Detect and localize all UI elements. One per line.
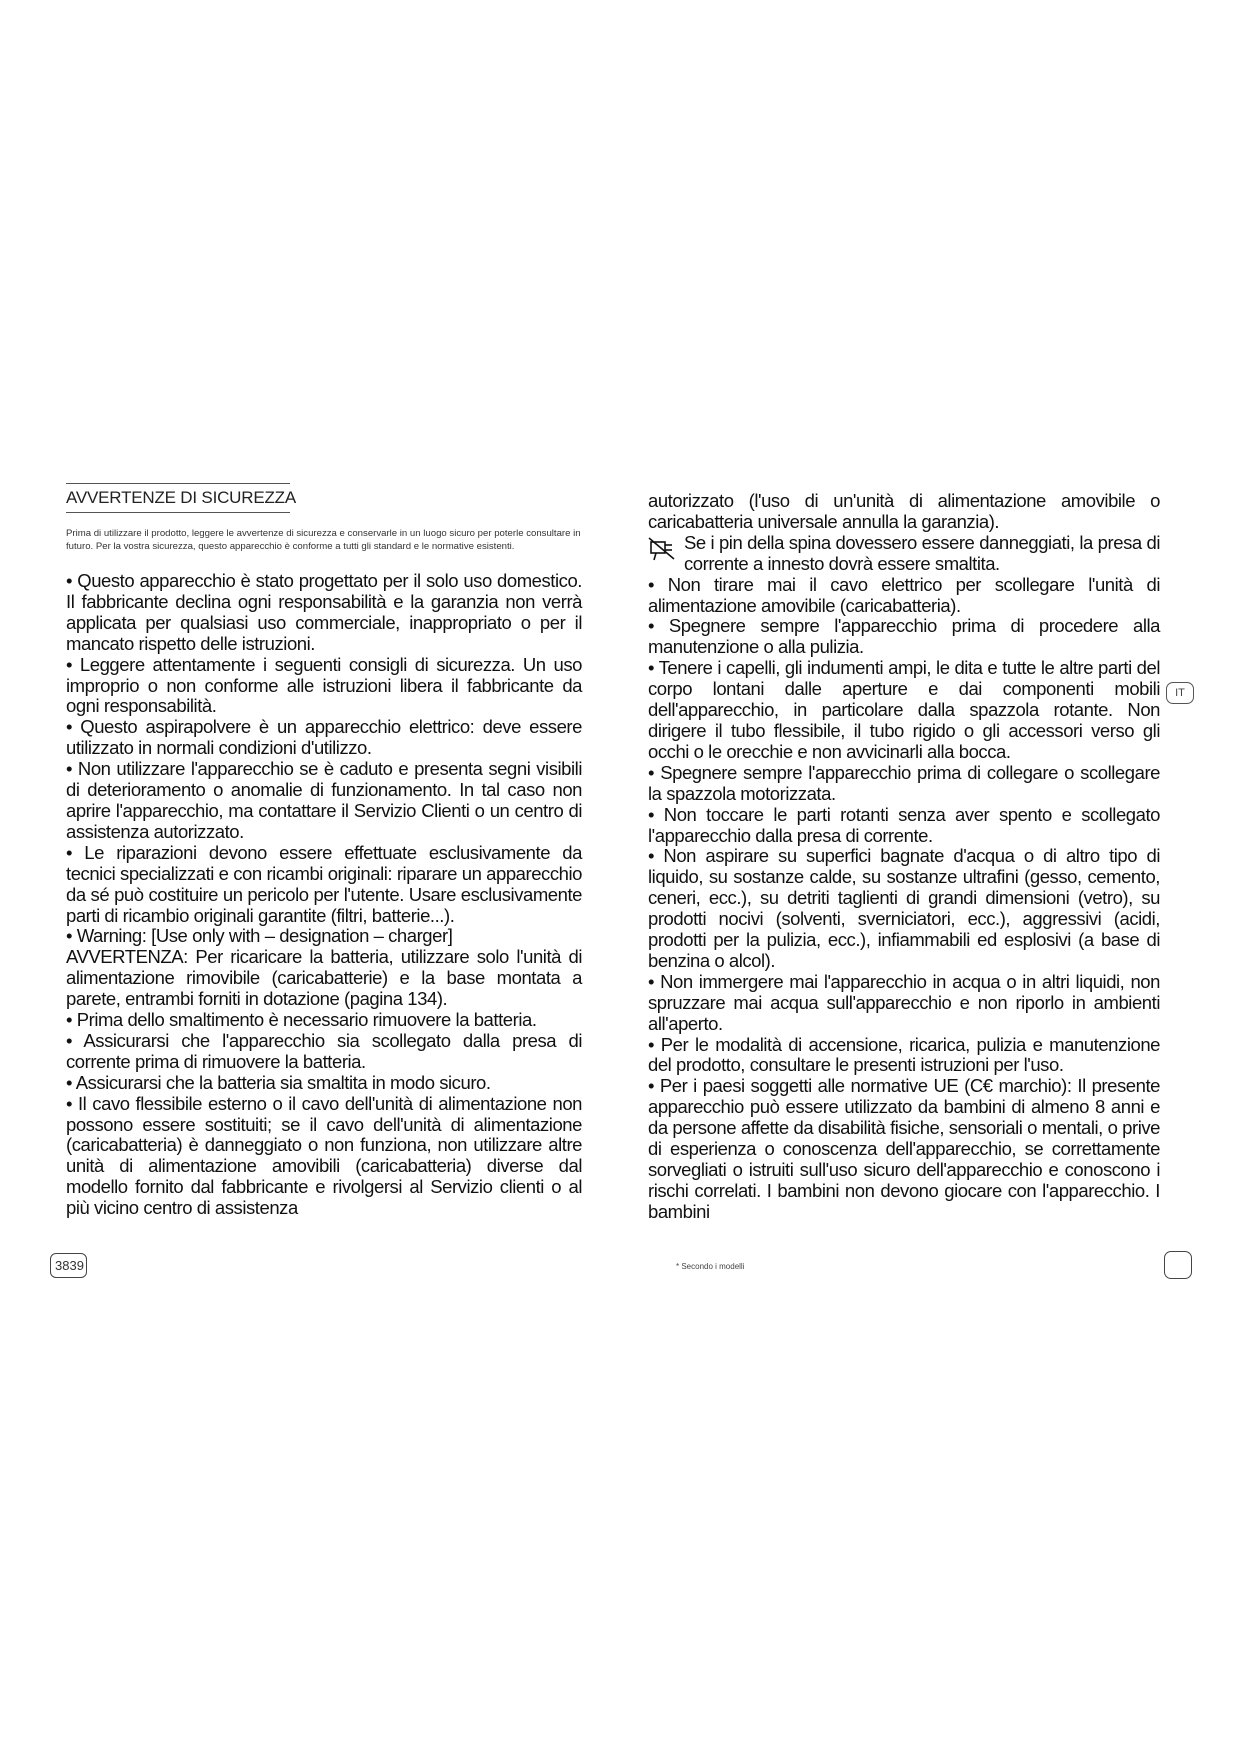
paragraph: • Prima dello smaltimento è necessario rimuovere la batteria. <box>66 1009 537 1031</box>
paragraph: • Non aspirare su superfici bagnate d'acqua o di altro tipo di liquido, su sostanze calde, su sostanze ultrafini (gesso, cemento, ceneri, ecc.), su detriti taglienti di grandi dimensioni (vetro), su prodotti nocivi (solventi, sverniciatori, ecc.), aggressivi (acidi, prodotti per la pulizia, ecc.), infiammabili ed esplosivi (a base di benzina o alcol). <box>648 845 1160 971</box>
page-number-box <box>1164 1251 1192 1279</box>
paragraph: • Non utilizzare l'apparecchio se è caduto e presenta segni visibili di deterioramento o anomalie di funzionamento. In tal caso non aprire l'apparecchio, ma contattare il Servizio Clienti o un centro di assistenza autorizzato. <box>66 758 582 842</box>
paragraph: • Questo aspirapolvere è un apparecchio elettrico: deve essere utilizzato in normali condizioni d'utilizzo. <box>66 716 582 759</box>
paragraph: • Non immergere mai l'apparecchio in acqua o in altri liquidi, non spruzzare mai acqua sull'apparecchio e non riporlo in ambienti all'aperto. <box>648 970 1160 1034</box>
paragraph: • Non toccare le parti rotanti senza aver spento e scollegato l'apparecchio dalla presa di corrente. <box>648 803 1160 846</box>
section-title: AVVERTENZE DI SICUREZZA <box>66 483 290 513</box>
paragraph: autorizzato (l'uso di un'unità di alimentazione amovibile o caricabatteria universale annulla la garanzia). <box>648 490 1160 532</box>
plug-icon <box>648 535 678 563</box>
paragraph: • Le riparazioni devono essere effettuate esclusivamente da tecnici specializzati e con ricambi originali: riparare un apparecchio da sé può costituire un pericolo per l'utente. Usare esclusivamente parti di ricambio originali garantite (filtri, batterie...). <box>66 841 582 926</box>
language-badge: IT <box>1166 682 1194 704</box>
paragraph: • Leggere attentamente i seguenti consigli di sicurezza. Un uso improprio o non conforme alle istruzioni libera il fabbricante da ogni responsabilità. <box>66 653 582 717</box>
paragraph: • Assicurarsi che la batteria sia smaltita in modo sicuro. <box>66 1071 491 1093</box>
page-number: 3839 <box>50 1253 87 1278</box>
paragraph: • Non tirare mai il cavo elettrico per scollegare l'unità di alimentazione amovibile (caricabatteria). <box>648 573 1160 616</box>
paragraph: • Spegnere sempre l'apparecchio prima di collegare o scollegare la spazzola motorizzata. <box>648 761 1160 804</box>
paragraph: • Questo apparecchio è stato progettato per il solo uso domestico. Il fabbricante declina ogni responsabilità e la garanzia non verrà applicata per qualsiasi uso commerciale, inappropriato o per il mancato rispetto delle istruzioni. <box>66 570 582 654</box>
paragraph: • Assicurarsi che l'apparecchio sia scollegato dalla presa di corrente prima di rimuovere la batteria. <box>66 1029 582 1072</box>
paragraph: • Il cavo flessibile esterno o il cavo dell'unità di alimentazione non possono essere sostituiti; se il cavo dell'unità di alimentazione (caricabatteria) è danneggiato o non funziona, non utilizzare altre unità di alimentazione amovibili (caricabatteria) diverse dal modello fornito dal fabbricante e rivolgersi al Servizio clienti o al più vicino centro di assistenza <box>66 1092 582 1219</box>
intro-text: Prima di utilizzare il prodotto, leggere le avvertenze di sicurezza e conservarle in un luogo sicuro per poterle consultare in futuro. Per la vostra sicurezza, questo apparecchio è conforme a tutti gli standard e le normative esistenti. <box>66 528 581 552</box>
paragraph: • Per le modalità di accensione, ricarica, pulizia e manutenzione del prodotto, consultare le presenti istruzioni per l'uso. <box>648 1033 1160 1076</box>
footnote: * Secondo i modelli <box>676 1262 745 1271</box>
paragraph: • Warning: [Use only with – designation – charger] <box>66 925 453 947</box>
plug-warning-text: Se i pin della spina dovessero essere danneggiati, la presa di corrente a innesto dovrà essere smaltita. <box>684 531 1160 574</box>
plug-warning <box>648 533 1160 575</box>
paragraph: • Per i paesi soggetti alle normative UE (C€ marchio): Il presente apparecchio può essere utilizzato da bambini di almeno 8 anni e da persone affette da disabilità fisiche, sensoriali o mentali, o prive di esperienza o conoscenza dell'apparecchio, se correttamente sorvegliati o istruiti sull'uso sicuro dell'apparecchio e conoscono i rischi correlati. I bambini non devono giocare con l'apparecchio. I bambini <box>648 1075 1160 1222</box>
left-column-text <box>66 571 582 1219</box>
paragraph: • Spegnere sempre l'apparecchio prima di procedere alla manutenzione o alla pulizia. <box>648 615 1160 658</box>
paragraph: • Tenere i capelli, gli indumenti ampi, le dita e tutte le altre parti del corpo lontani dalle aperture e dai componenti mobili dell'apparecchio, in particolare dalla spazzola rotante. Non dirigere il tubo flessibile, il tubo rigido o gli accessori verso gli occhi o le orecchie e non avvicinarli alla bocca. <box>648 657 1160 762</box>
right-column <box>648 491 1160 1223</box>
left-column <box>66 483 582 1219</box>
paragraph: AVVERTENZA: Per ricaricare la batteria, utilizzare solo l'unità di alimentazione rimovibile (caricabatterie) e la base montata a parete, entrambi forniti in dotazione (pagina 134). <box>66 946 582 1010</box>
